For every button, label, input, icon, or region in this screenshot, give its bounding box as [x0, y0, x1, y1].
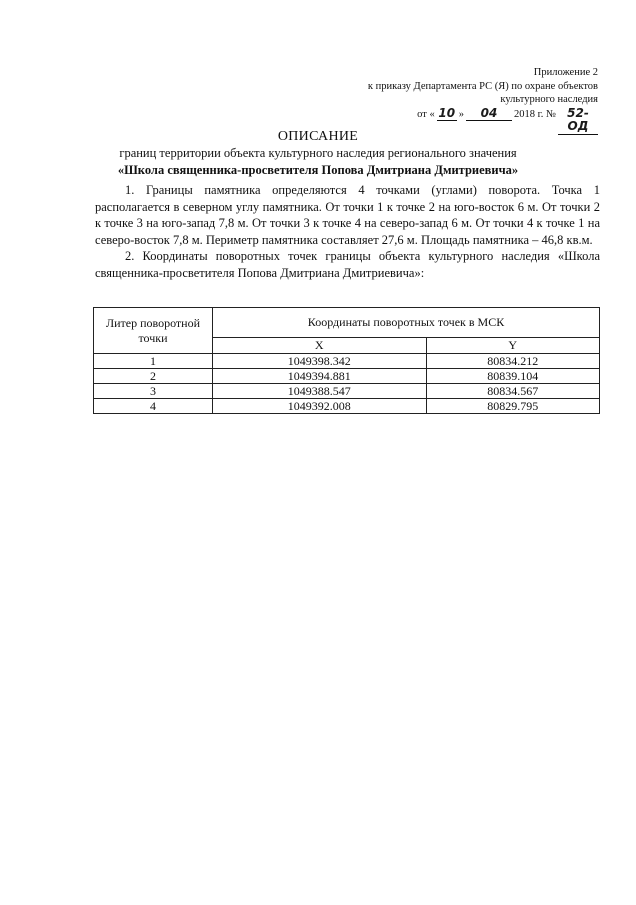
date-day-handwritten: 10: [438, 105, 456, 120]
col-header-point: Литер поворотной точки: [94, 308, 213, 354]
appendix-title: Приложение 2: [533, 67, 598, 78]
cell-y: 80839.104: [426, 369, 600, 384]
table-row: [94, 399, 600, 414]
table-row: [94, 369, 600, 384]
cell-point: 2: [94, 369, 213, 384]
document-subtitle: границ территории объекта культурного наследия регионального значения: [119, 146, 517, 160]
appendix-heritage-dept: культурного наследия: [500, 94, 598, 105]
cell-point: 4: [94, 399, 213, 414]
order-number-handwritten: 52-ОД: [558, 107, 598, 135]
cell-y: 80829.795: [426, 399, 600, 414]
cell-x: 1049398.342: [213, 354, 427, 369]
cell-y: 80834.567: [426, 384, 600, 399]
cell-point: 3: [94, 384, 213, 399]
col-header-x: X: [213, 338, 427, 354]
date-quote-close: »: [458, 108, 464, 120]
body-text: [95, 182, 600, 281]
paragraph-boundaries: 1. Границы памятника определяются 4 точками (углами) поворота. Точка 1 располагается в северном углу памятника. От точки 1 к точке 2 на юго-восток 6 м. От точки 2 к точке 3 на юго-запад 7,8 м. От точки 3 к точке 4 на северо-запад 6 м. От точки 4 к точке 1 на северо-восток 7,8 м. Периметр памятника составляет 27,6 м. Площадь памятника – 46,8 кв.м.: [95, 183, 600, 247]
cell-x: 1049392.008: [213, 399, 427, 414]
table-row: [94, 384, 600, 399]
cell-x: 1049394.881: [213, 369, 427, 384]
col-header-y: Y: [426, 338, 600, 354]
cell-y: 80834.212: [426, 354, 600, 369]
object-name: «Школа священника-просветителя Попова Дмитриана Дмитриевича»: [117, 163, 519, 177]
coordinates-table: [93, 307, 600, 414]
date-prefix: от «: [417, 108, 435, 120]
title-block: [0, 128, 636, 179]
paragraph-coordinates: 2. Координаты поворотных точек границы объекта культурного наследия «Школа священника-просветителя Попова Дмитриана Дмитриевича»:: [95, 249, 600, 280]
cell-x: 1049388.547: [213, 384, 427, 399]
date-month-handwritten: 04: [466, 107, 512, 122]
cell-point: 1: [94, 354, 213, 369]
document-title: ОПИСАНИЕ: [277, 129, 359, 144]
date-year: 2018 г. №: [513, 108, 556, 120]
appendix-order-ref: к приказу Департамента РС (Я) по охране объектов: [367, 80, 598, 92]
col-header-coords: Координаты поворотных точек в МСК: [213, 308, 600, 338]
appendix-header: [298, 66, 598, 135]
table-row: [94, 354, 600, 369]
